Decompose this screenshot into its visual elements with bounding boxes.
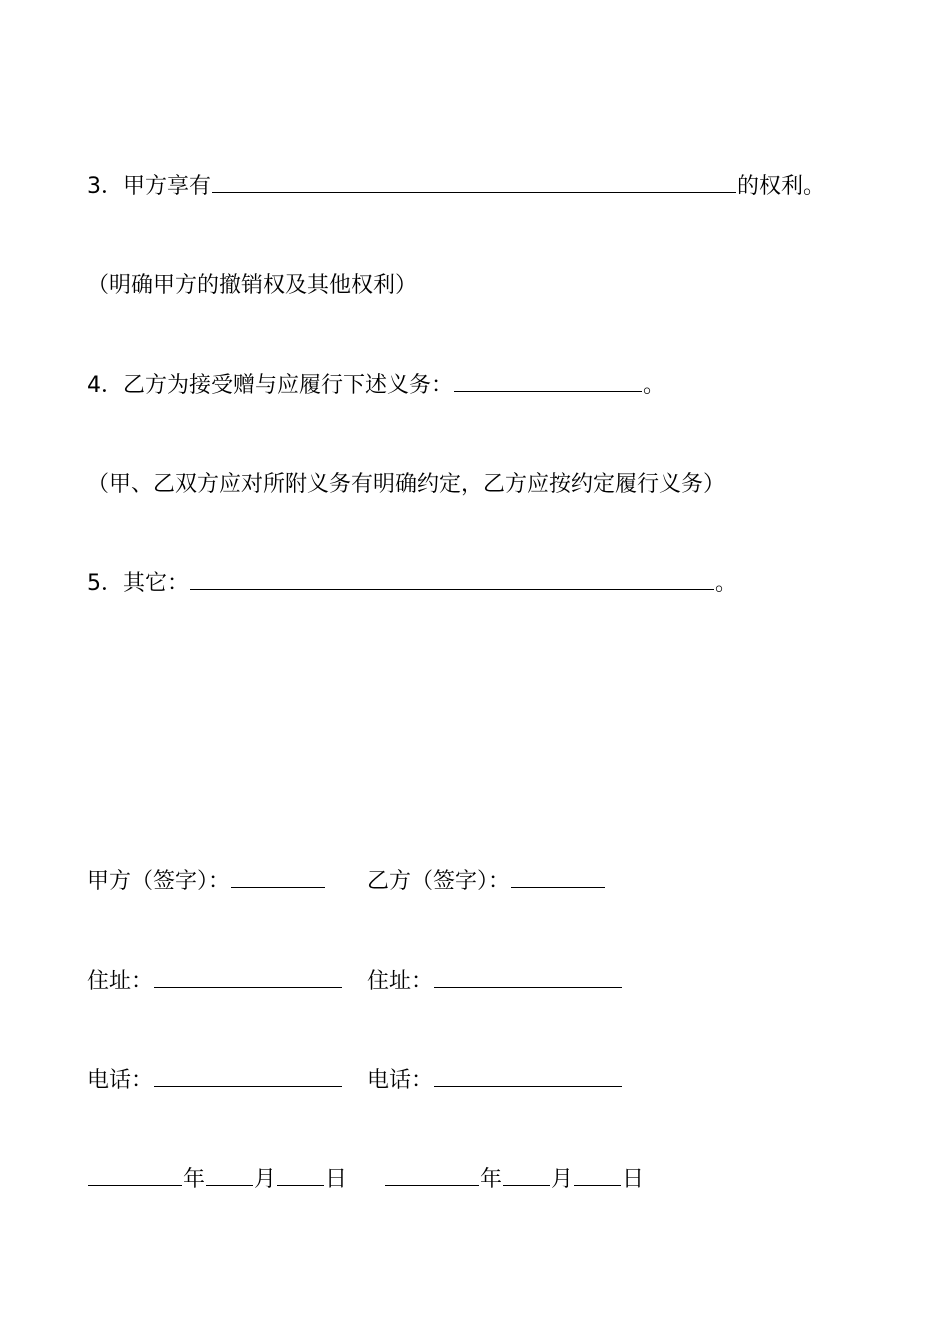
party-b-day-label: 日: [622, 1167, 645, 1192]
clause-4: [87, 371, 665, 401]
party-a-sign-blank[interactable]: [231, 867, 325, 888]
party-b-phone-label: 电话：: [367, 1068, 434, 1093]
clause-5-prefix: 5．其它：: [87, 571, 189, 596]
party-b-year-label: 年: [480, 1167, 503, 1192]
party-b-address-blank[interactable]: [434, 967, 622, 988]
party-a-phone-label: 电话：: [87, 1068, 154, 1093]
party-a-month-label: 月: [254, 1167, 277, 1192]
party-b-date: [384, 1165, 644, 1195]
party-a-year-blank[interactable]: [88, 1165, 182, 1186]
party-b-sign-label: 乙方（签字）：: [367, 869, 511, 894]
clause-3-prefix: 3．甲方享有: [87, 174, 211, 199]
party-b-month-blank[interactable]: [503, 1165, 550, 1186]
party-a-month-blank[interactable]: [206, 1165, 253, 1186]
clause-4-blank[interactable]: [454, 371, 642, 392]
clause-5-blank[interactable]: [190, 569, 714, 590]
clause-4-note: （甲、乙双方应对所附义务有明确约定，乙方应按约定履行义务）: [87, 472, 726, 497]
party-a-signature: [87, 867, 326, 897]
party-a-phone: [87, 1066, 343, 1096]
clause-3-suffix: 的权利。: [737, 174, 826, 199]
party-a-address: [87, 967, 343, 997]
party-a-date: [87, 1165, 347, 1195]
clause-4-suffix: 。: [643, 373, 666, 398]
party-a-day-label: 日: [325, 1167, 348, 1192]
party-b-month-label: 月: [551, 1167, 574, 1192]
party-a-year-label: 年: [183, 1167, 206, 1192]
clause-3-note: （明确甲方的撤销权及其他权利）: [87, 273, 418, 298]
party-a-address-label: 住址：: [87, 969, 154, 994]
party-b-sign-blank[interactable]: [511, 867, 605, 888]
party-b-year-blank[interactable]: [385, 1165, 479, 1186]
party-a-sign-label: 甲方（签字）：: [87, 869, 231, 894]
party-b-address-label: 住址：: [367, 969, 434, 994]
clause-4-prefix: 4．乙方为接受赠与应履行下述义务：: [87, 373, 453, 398]
clause-3: [87, 172, 825, 202]
party-a-address-blank[interactable]: [154, 967, 342, 988]
party-b-address: [367, 967, 623, 997]
party-b-signature: [367, 867, 606, 897]
party-b-phone-blank[interactable]: [434, 1066, 622, 1087]
clause-3-blank[interactable]: [212, 172, 736, 193]
clause-5: [87, 569, 737, 599]
party-b-day-blank[interactable]: [574, 1165, 621, 1186]
party-b-phone: [367, 1066, 623, 1096]
clause-5-suffix: 。: [715, 571, 738, 596]
party-a-phone-blank[interactable]: [154, 1066, 342, 1087]
party-a-day-blank[interactable]: [277, 1165, 324, 1186]
